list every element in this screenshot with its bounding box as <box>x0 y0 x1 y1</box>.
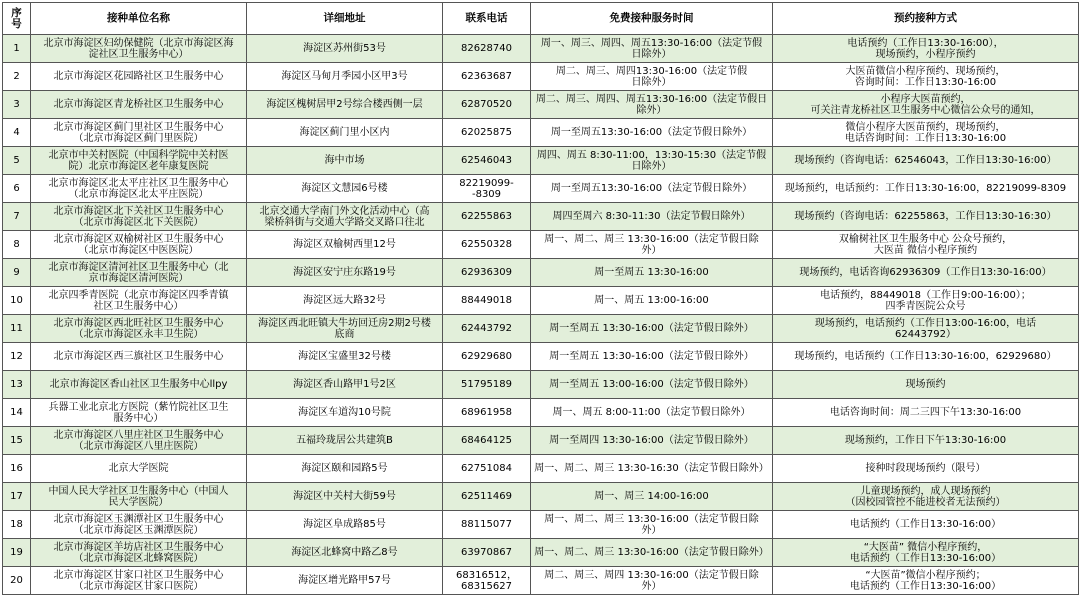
cell-phone: 62550328 <box>443 231 531 259</box>
cell-hours: 周一、周二、周三 13:30-16:00（法定节假日除 外） <box>531 511 773 539</box>
cell-name: 北京市中关村医院（中国科学院中关村医 院）北京市海淀区老年康复医院 <box>31 147 247 175</box>
cell-booking: 现场预约，电话咨询62936309（工作日13:30-16:00） <box>773 259 1079 287</box>
cell-hours: 周二、周三、周四 13:30-16:00（法定节假日除 外） <box>531 567 773 595</box>
cell-booking: 现场预约，电话预约（工作日13:30-16:00，62929680） <box>773 343 1079 371</box>
header-address: 详细地址 <box>247 3 443 35</box>
header-hours: 免费接种服务时间 <box>531 3 773 35</box>
cell-hours: 周四、周五 8:30-11:00，13:30-15:30（法定节假 日除外） <box>531 147 773 175</box>
table-row <box>3 511 1079 539</box>
cell-name: 北京市海淀区妇幼保健院（北京市海淀区海 淀社区卫生服务中心） <box>31 35 247 63</box>
cell-phone: 62363687 <box>443 63 531 91</box>
cell-name: 北京市海淀区蓟门里社区卫生服务中心 （北京市海淀区蓟门里医院） <box>31 119 247 147</box>
cell-phone: 62546043 <box>443 147 531 175</box>
cell-booking: 现场预约，工作日下午13:30-16:00 <box>773 427 1079 455</box>
cell-address: 海淀区文慧园6号楼 <box>247 175 443 203</box>
cell-address: 北京交通大学南门外文化活动中心（高 梁桥斜街与交通大学路交叉路口往北 <box>247 203 443 231</box>
cell-phone: 82219099--8309 <box>443 175 531 203</box>
table-row <box>3 63 1079 91</box>
cell-address: 海淀区蓟门里小区内 <box>247 119 443 147</box>
cell-hours: 周一至周四 13:30-16:00（法定节假日除外） <box>531 427 773 455</box>
cell-hours: 周一至周五 13:30-16:00（法定节假日除外） <box>531 343 773 371</box>
table-row <box>3 567 1079 595</box>
table-body <box>3 35 1079 595</box>
cell-hours: 周一、周二、周三 13:30-16:00（法定节假日除外） <box>531 539 773 567</box>
table-row <box>3 203 1079 231</box>
cell-phone: 68961958 <box>443 399 531 427</box>
vaccination-table-container <box>2 2 1079 595</box>
cell-name: 北京市海淀区北下关社区卫生服务中心 （北京市海淀区北下关医院） <box>31 203 247 231</box>
table-row <box>3 231 1079 259</box>
cell-name: 北京市海淀区香山社区卫生服务中心llpy <box>31 371 247 399</box>
cell-phone: 68464125 <box>443 427 531 455</box>
cell-address: 五福玲珑居公共建筑B <box>247 427 443 455</box>
cell-phone: 62870520 <box>443 91 531 119</box>
cell-booking: 电话预约，88449018（工作日9:00-16:00）； 四季青医院公众号 <box>773 287 1079 315</box>
cell-name: 北京市海淀区西三旗社区卫生服务中心 <box>31 343 247 371</box>
cell-index: 20 <box>3 567 31 595</box>
cell-address: 海淀区宝盛里32号楼 <box>247 343 443 371</box>
cell-phone: 62025875 <box>443 119 531 147</box>
cell-booking: 现场预约（咨询电话：62255863，工作日13:30-16:30） <box>773 203 1079 231</box>
cell-hours: 周一、周五 8:00-11:00（法定节假日除外） <box>531 399 773 427</box>
table-row <box>3 119 1079 147</box>
table-row <box>3 175 1079 203</box>
cell-hours: 周一、周二、周三 13:30-16:00（法定节假日除 外） <box>531 231 773 259</box>
cell-phone: 62443792 <box>443 315 531 343</box>
cell-hours: 周二、周三、周四13:30-16:00（法定节假 日除外） <box>531 63 773 91</box>
cell-booking: 接种时段现场预约（限号） <box>773 455 1079 483</box>
cell-phone: 62936309 <box>443 259 531 287</box>
header-booking: 预约接种方式 <box>773 3 1079 35</box>
cell-name: 兵器工业北京北方医院（紫竹院社区卫生 服务中心） <box>31 399 247 427</box>
cell-phone: 62929680 <box>443 343 531 371</box>
cell-address: 海淀区北蜂窝中路乙8号 <box>247 539 443 567</box>
cell-address: 海淀区增光路甲57号 <box>247 567 443 595</box>
cell-address: 海淀区苏州街53号 <box>247 35 443 63</box>
cell-booking: 现场预约，电话预约（工作日13:00-16:00，电话 62443792） <box>773 315 1079 343</box>
cell-address: 海淀区阜成路85号 <box>247 511 443 539</box>
cell-hours: 周四至周六 8:30-11:30（法定节假日除外） <box>531 203 773 231</box>
cell-index: 14 <box>3 399 31 427</box>
cell-name: 北京市海淀区羊坊店社区卫生服务中心 （北京市海淀区北蜂窝医院） <box>31 539 247 567</box>
cell-index: 3 <box>3 91 31 119</box>
cell-phone: 62751084 <box>443 455 531 483</box>
cell-index: 4 <box>3 119 31 147</box>
cell-phone: 51795189 <box>443 371 531 399</box>
cell-name: 北京市海淀区西北旺社区卫生服务中心 （北京市海淀区永丰卫生院） <box>31 315 247 343</box>
cell-index: 13 <box>3 371 31 399</box>
cell-name: 北京市海淀区花园路社区卫生服务中心 <box>31 63 247 91</box>
cell-booking: 微信小程序大医苗预约，现场预约， 电话咨询时间：工作日13:30-16:00 <box>773 119 1079 147</box>
cell-name: 北京市海淀区北太平庄社区卫生服务中心 （北京市海淀区北太平庄医院） <box>31 175 247 203</box>
cell-booking: 儿童现场预约，成人现场预约 （因校园管控不能进校者无法预约） <box>773 483 1079 511</box>
cell-hours: 周一至周五13:30-16:00（法定节假日除外） <box>531 175 773 203</box>
cell-name: 北京市海淀区清河社区卫生服务中心（北 京市海淀区清河医院） <box>31 259 247 287</box>
cell-address: 海淀区安宁庄东路19号 <box>247 259 443 287</box>
table-row <box>3 427 1079 455</box>
cell-hours: 周一至周五 13:30-16:00（法定节假日除外） <box>531 315 773 343</box>
cell-index: 7 <box>3 203 31 231</box>
header-phone: 联系电话 <box>443 3 531 35</box>
table-row <box>3 399 1079 427</box>
cell-address: 海淀区香山路甲1号2区 <box>247 371 443 399</box>
cell-booking: 小程序大医苗预约， 可关注青龙桥社区卫生服务中心微信公众号的通知， <box>773 91 1079 119</box>
cell-name: 北京市海淀区玉渊潭社区卫生服务中心 （北京市海淀区玉渊潭医院） <box>31 511 247 539</box>
table-row <box>3 343 1079 371</box>
table-row <box>3 371 1079 399</box>
cell-hours: 周一、周五 13:00-16:00 <box>531 287 773 315</box>
cell-booking: 电话咨询时间：周二三四下午13:30-16:00 <box>773 399 1079 427</box>
cell-index: 19 <box>3 539 31 567</box>
cell-booking: “大医苗”微信小程序预约； 电话预约（工作日13:30-16:00） <box>773 567 1079 595</box>
cell-index: 16 <box>3 455 31 483</box>
table-row <box>3 483 1079 511</box>
table-row <box>3 287 1079 315</box>
cell-index: 6 <box>3 175 31 203</box>
cell-hours: 周一、周三、周四、周五13:30-16:00（法定节假 日除外） <box>531 35 773 63</box>
vaccination-sites-table <box>2 2 1079 595</box>
cell-name: 北京市海淀区双榆树社区卫生服务中心 （北京市海淀区中医医院） <box>31 231 247 259</box>
cell-index: 17 <box>3 483 31 511</box>
cell-address: 海淀区颐和园路5号 <box>247 455 443 483</box>
cell-index: 9 <box>3 259 31 287</box>
cell-booking: 电话预约（工作日13:30-16:00）， 现场预约，小程序预约 <box>773 35 1079 63</box>
cell-address: 海淀区西北旺镇大牛坊回迁房2期2号楼 底商 <box>247 315 443 343</box>
header-row <box>3 3 1079 35</box>
table-header <box>3 3 1079 35</box>
cell-index: 12 <box>3 343 31 371</box>
table-row <box>3 35 1079 63</box>
cell-phone: 62255863 <box>443 203 531 231</box>
cell-hours: 周一、周二、周三 13:30-16:30（法定节假日除外） <box>531 455 773 483</box>
cell-phone: 88449018 <box>443 287 531 315</box>
cell-name: 北京市海淀区甘家口社区卫生服务中心 （北京市海淀区甘家口医院） <box>31 567 247 595</box>
cell-hours: 周二、周三、周四、周五13:30-16:00（法定节假日除外） <box>531 91 773 119</box>
table-row <box>3 315 1079 343</box>
cell-name: 中国人民大学社区卫生服务中心（中国人 民大学医院） <box>31 483 247 511</box>
cell-booking: 现场预约（咨询电话：62546043，工作日13:30-16:00） <box>773 147 1079 175</box>
cell-booking: 现场预约，电话预约：工作日13:30-16:00，82219099-8309 <box>773 175 1079 203</box>
cell-index: 15 <box>3 427 31 455</box>
cell-address: 海淀区马甸月季园小区甲3号 <box>247 63 443 91</box>
cell-index: 5 <box>3 147 31 175</box>
cell-hours: 周一至周五 13:30-16:00 <box>531 259 773 287</box>
cell-hours: 周一至周五13:30-16:00（法定节假日除外） <box>531 119 773 147</box>
cell-hours: 周一至周五 13:00-16:00（法定节假日除外） <box>531 371 773 399</box>
cell-index: 18 <box>3 511 31 539</box>
header-name: 接种单位名称 <box>31 3 247 35</box>
cell-booking: 现场预约 <box>773 371 1079 399</box>
table-row <box>3 147 1079 175</box>
cell-booking: 电话预约（工作日13:30-16:00） <box>773 511 1079 539</box>
cell-phone: 82628740 <box>443 35 531 63</box>
cell-hours: 周一、周三 14:00-16:00 <box>531 483 773 511</box>
cell-index: 10 <box>3 287 31 315</box>
cell-index: 2 <box>3 63 31 91</box>
cell-name: 北京大学医院 <box>31 455 247 483</box>
cell-address: 海淀区双榆树西里12号 <box>247 231 443 259</box>
cell-index: 1 <box>3 35 31 63</box>
cell-name: 北京市海淀区八里庄社区卫生服务中心 （北京市海淀区八里庄医院） <box>31 427 247 455</box>
cell-booking: 双榆树社区卫生服务中心 公众号预约， 大医苗 微信小程序预约 <box>773 231 1079 259</box>
table-row <box>3 455 1079 483</box>
header-index: 序 号 <box>3 3 31 35</box>
cell-phone: 68316512， 68315627 <box>443 567 531 595</box>
table-row <box>3 259 1079 287</box>
table-row <box>3 539 1079 567</box>
cell-name: 北京市海淀区青龙桥社区卫生服务中心 <box>31 91 247 119</box>
cell-booking: 大医苗微信小程序预约、现场预约， 咨询时间：工作日13:30-16:00 <box>773 63 1079 91</box>
cell-phone: 63970867 <box>443 539 531 567</box>
cell-booking: “大医苗” 微信小程序预约， 电话预约（工作日13:30-16:00） <box>773 539 1079 567</box>
cell-index: 8 <box>3 231 31 259</box>
table-row <box>3 91 1079 119</box>
cell-address: 海淀区车道沟10号院 <box>247 399 443 427</box>
cell-name: 北京四季青医院（北京市海淀区四季青镇 社区卫生服务中心） <box>31 287 247 315</box>
cell-address: 海淀区中关村大街59号 <box>247 483 443 511</box>
cell-address: 海中市场 <box>247 147 443 175</box>
cell-address: 海淀区槐树居甲2号综合楼西侧一层 <box>247 91 443 119</box>
cell-phone: 62511469 <box>443 483 531 511</box>
cell-address: 海淀区远大路32号 <box>247 287 443 315</box>
cell-index: 11 <box>3 315 31 343</box>
cell-phone: 88115077 <box>443 511 531 539</box>
